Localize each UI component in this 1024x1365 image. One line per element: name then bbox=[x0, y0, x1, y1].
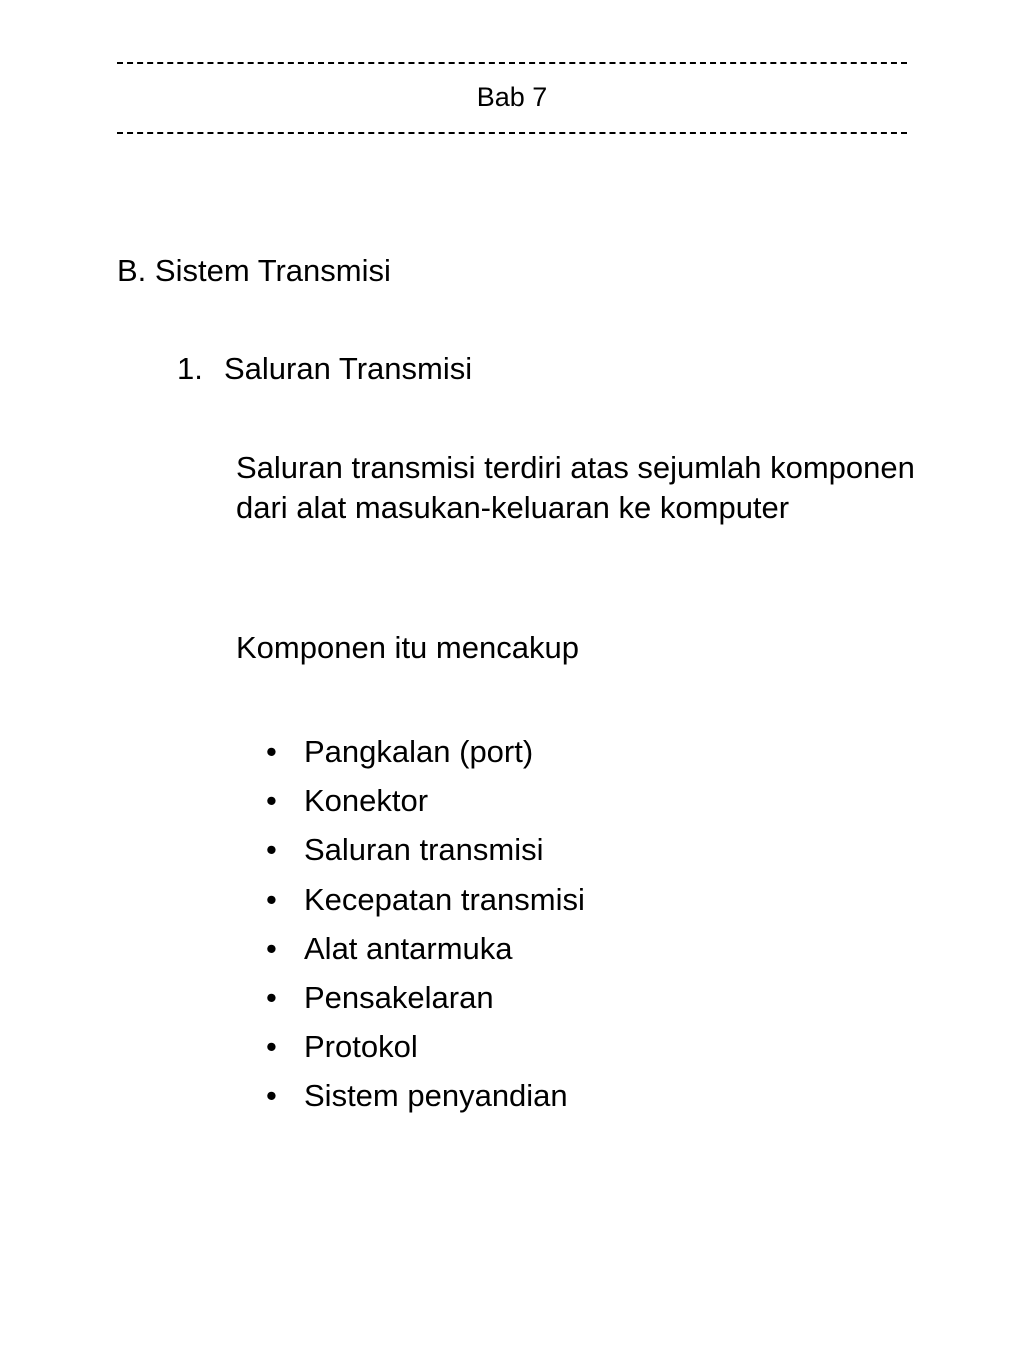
list-item bbox=[266, 973, 585, 1022]
bullet-icon: • bbox=[266, 832, 277, 868]
list-item-text: Saluran transmisi bbox=[304, 832, 544, 868]
list-item-text: Alat antarmuka bbox=[304, 930, 513, 966]
list-item bbox=[266, 1022, 585, 1071]
list-item bbox=[266, 1071, 585, 1120]
list-item bbox=[266, 924, 585, 973]
list-item bbox=[266, 776, 585, 825]
list-item-text: Sistem penyandian bbox=[304, 1078, 568, 1114]
subsection-heading bbox=[177, 350, 472, 388]
bullet-icon: • bbox=[266, 1078, 277, 1114]
list-item-text: Pensakelaran bbox=[304, 980, 494, 1016]
bullet-icon: • bbox=[266, 980, 277, 1016]
bullet-icon: • bbox=[266, 734, 277, 769]
header-top-divider bbox=[117, 62, 907, 64]
list-item bbox=[266, 825, 585, 874]
subsection-number: 1. bbox=[177, 351, 203, 386]
description-paragraph: Saluran transmisi terdiri atas sejumlah komponen dari alat masukan-keluaran ke komputer bbox=[236, 450, 915, 525]
list-item-text: Konektor bbox=[304, 783, 429, 819]
list-item-text: Kecepatan transmisi bbox=[304, 881, 585, 917]
bullet-icon: • bbox=[266, 881, 277, 917]
list-item bbox=[266, 727, 585, 776]
list-item-text: Pangkalan (port) bbox=[304, 734, 534, 769]
bullet-icon: • bbox=[266, 930, 277, 966]
components-list bbox=[266, 727, 585, 1121]
components-intro: Komponen itu mencakup bbox=[236, 630, 579, 665]
section-heading: B. Sistem Transmisi bbox=[117, 253, 391, 288]
bullet-icon: • bbox=[266, 1029, 277, 1065]
chapter-header: Bab 7 bbox=[476, 82, 548, 112]
header-bottom-divider bbox=[117, 132, 907, 134]
subsection-title: Saluran Transmisi bbox=[224, 351, 473, 386]
bullet-icon: • bbox=[266, 783, 277, 819]
list-item-text: Protokol bbox=[304, 1029, 418, 1065]
list-item bbox=[266, 875, 585, 924]
